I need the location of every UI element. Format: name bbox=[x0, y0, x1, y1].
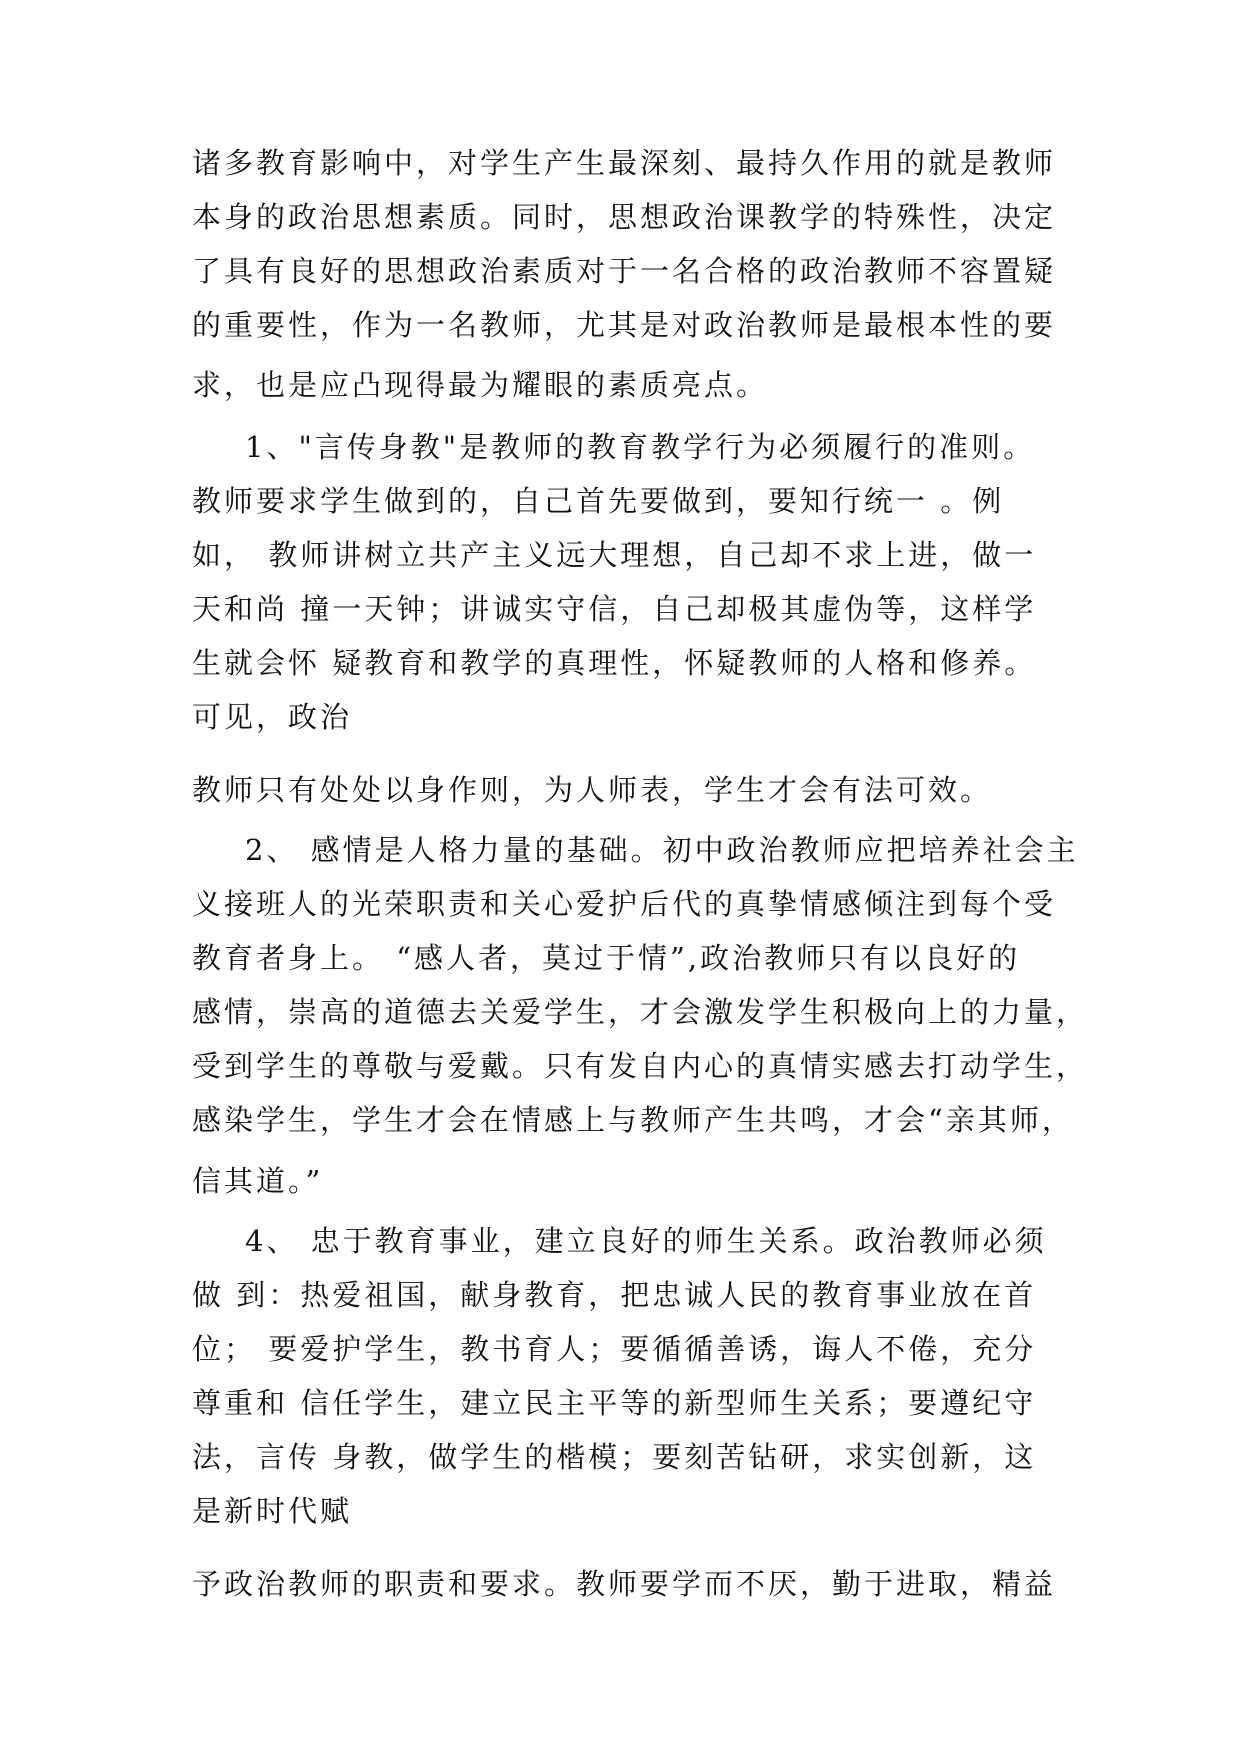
text-line: 感情，崇高的道德去关爱学生，才会激发学生积极向上的力量， bbox=[192, 995, 1089, 1029]
text-line: 本身的政治思想素质。同时，思想政治课教学的特殊性，决定 bbox=[192, 200, 1057, 234]
text-line: 义接班人的光荣职责和关心爱护后代的真挚情感倾注到每个受 bbox=[192, 887, 1057, 921]
text-line: 教师只有处处以身作则，为人师表，学生才会有法可效。 bbox=[192, 773, 993, 807]
text-line: 求，也是应凸现得最为耀眼的素质亮点。 bbox=[192, 368, 769, 402]
text-line: 感染学生，学生才会在情感上与教师产生共鸣，才会“亲其师， bbox=[192, 1103, 1074, 1137]
text-line: 是新时代赋 bbox=[192, 1494, 353, 1528]
paragraph-4-heading: 4、 忠于教育事业，建立良好的师生关系。政治教师必须 bbox=[245, 1224, 1047, 1258]
text-line: 生就会怀 疑教育和教学的真理性，怀疑教师的人格和修养。 bbox=[192, 646, 1037, 680]
text-line: 受到学生的尊敬与爱戴。只有发自内心的真情实感去打动学生， bbox=[192, 1049, 1089, 1083]
text-line: 了具有良好的思想政治素质对于一名合格的政治教师不容置疑 bbox=[192, 254, 1057, 288]
text-line: 予政治教师的职责和要求。教师要学而不厌，勤于进取，精益 bbox=[192, 1567, 1057, 1601]
text-line: 位； 要爱护学生，教书育人；要循循善诱，诲人不倦，充分 bbox=[192, 1332, 1037, 1366]
paragraph-1-heading: 1、"言传身教"是教师的教育教学行为必须履行的准则。 bbox=[245, 430, 1036, 464]
text-line: 天和尚 撞一天钟；讲诚实守信，自己却极其虚伪等，这样学 bbox=[192, 592, 1037, 626]
text-line: 可见，政治 bbox=[192, 700, 353, 734]
text-line: 如， 教师讲树立共产主义远大理想，自己却不求上进，做一 bbox=[192, 538, 1037, 572]
text-line: 尊重和 信任学生，建立民主平等的新型师生关系；要遵纪守 bbox=[192, 1386, 1037, 1420]
text-line: 做 到：热爱祖国，献身教育，把忠诚人民的教育事业放在首 bbox=[192, 1278, 1037, 1312]
text-line: 诸多教育影响中，对学生产生最深刻、最持久作用的就是教师 bbox=[192, 146, 1057, 180]
text-line: 的重要性，作为一名教师，尤其是对政治教师是最根本性的要 bbox=[192, 308, 1057, 342]
text-line: 信其道。” bbox=[192, 1164, 324, 1198]
paragraph-2-heading: 2、 感情是人格力量的基础。初中政治教师应把培养社会主 bbox=[245, 833, 1079, 867]
text-line: 教育者身上。 “感人者，莫过于情”,政治教师只有以良好的 bbox=[192, 941, 1021, 975]
text-line: 法，言传 身教，做学生的楷模；要刻苦钻研，求实创新，这 bbox=[192, 1440, 1037, 1474]
text-line: 教师要求学生做到的，自己首先要做到，要知行统一 。例 bbox=[192, 484, 1005, 518]
